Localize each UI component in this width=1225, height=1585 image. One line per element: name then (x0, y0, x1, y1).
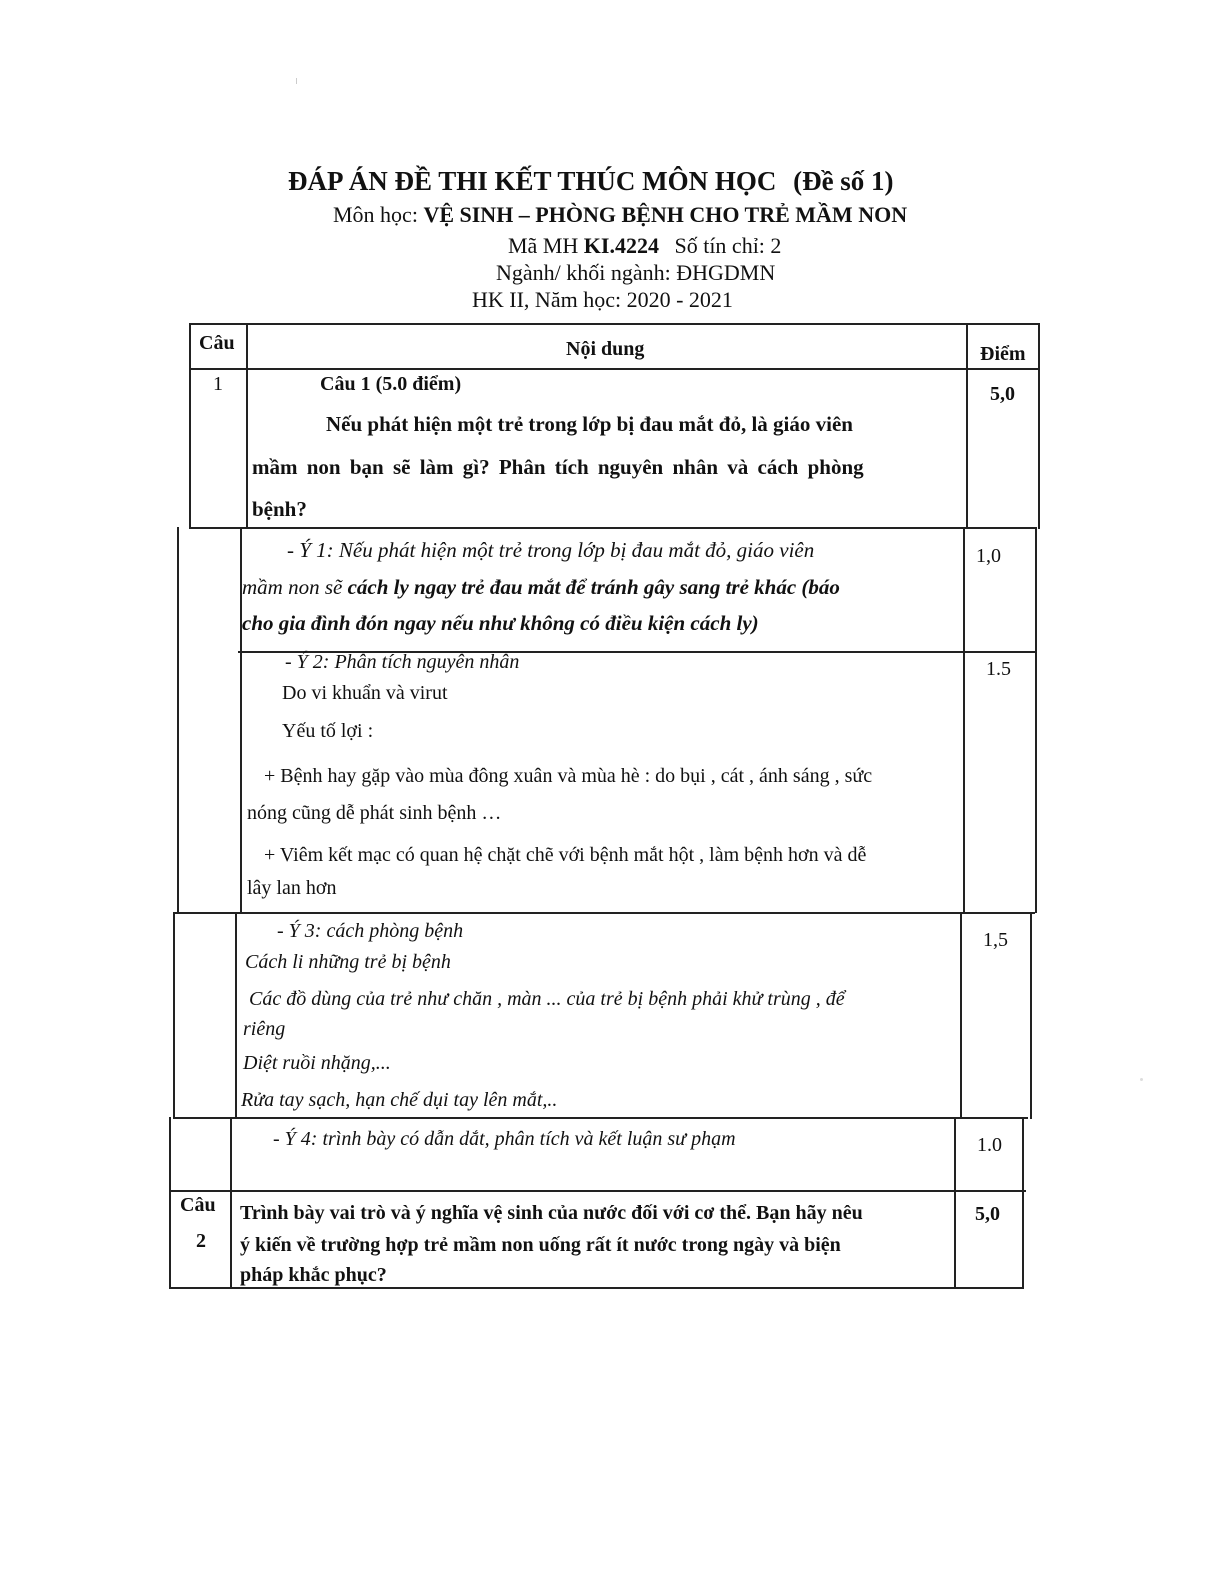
row-divider-y4 (171, 1190, 1026, 1192)
credits: Số tín chỉ: 2 (674, 233, 782, 258)
y2-points: 1.5 (986, 658, 1011, 680)
y1-line-2-plain: mầm non sẽ (242, 575, 343, 599)
table-border-right-mid (1035, 527, 1037, 913)
q2-line-1: Trình bày vai trò và ý nghĩa vệ sinh của nước đối với cơ thể. Bạn hãy nêu (240, 1202, 863, 1224)
y2-line-5: + Viêm kết mạc có quan hệ chặt chẽ với bệnh mắt hột , làm bệnh hơn và dễ (264, 844, 867, 866)
q1-question-line-3: bệnh? (252, 497, 307, 521)
q2-label: Câu (180, 1194, 216, 1216)
y1-line-3: cho gia đình đón ngay nếu như không có điều kiện cách ly) (242, 611, 759, 635)
row-divider-q1 (189, 527, 1037, 529)
y3-line-5: Rửa tay sạch, hạn chế dụi tay lên mắt,.. (241, 1089, 558, 1111)
col-divider-1-low (235, 912, 237, 1119)
major-line: Ngành/ khối ngành: ĐHGDMN (496, 260, 776, 285)
q1-question-line-2: mầm non bạn sẽ làm gì? Phân tích nguyên nhân và cách phòng (252, 455, 864, 479)
y1-points: 1,0 (976, 545, 1001, 567)
title-suffix: (Đề số 1) (793, 166, 894, 196)
y2-line-3: + Bệnh hay gặp vào mùa đông xuân và mùa hè : do bụi , cát , ánh sáng , sức (264, 765, 873, 787)
y2-line-4: nóng cũng dễ phát sinh bệnh … (247, 802, 502, 824)
y3-line-2: Các đồ dùng của trẻ như chăn , màn ... của trẻ bị bệnh phải khử trùng , để (249, 988, 845, 1010)
header-noi-dung: Nội dung (566, 338, 645, 360)
y2-heading: - Ý 2: Phân tích nguyên nhân (285, 651, 520, 673)
q2-line-2: ý kiến về trường hợp trẻ mầm non uống rất ít nước trong ngày và biện (240, 1234, 841, 1256)
subject-label: Môn học: (333, 202, 418, 227)
header-cau: Câu (199, 332, 235, 354)
table-border-top (189, 323, 1040, 325)
table-border-left-low (173, 912, 175, 1119)
y2-line-6: lây lan hơn (247, 877, 337, 899)
q1-points: 5,0 (990, 383, 1015, 405)
y1-line-1: - Ý 1: Nếu phát hiện một trẻ trong lớp bị đau mắt đỏ, giáo viên (287, 538, 815, 562)
table-border-left-mid (177, 527, 179, 913)
row-divider-y2 (175, 912, 1035, 914)
y3-line-3: riêng (243, 1018, 286, 1040)
code-line (508, 233, 781, 259)
document-title (288, 166, 894, 197)
q2-line-3: pháp khắc phục? (240, 1264, 387, 1286)
y3-points: 1,5 (983, 929, 1008, 951)
table-border-right-bottom (1022, 1117, 1024, 1289)
subject-name: VỆ SINH – PHÒNG BỆNH CHO TRẺ MẦM NON (423, 202, 908, 227)
header-diem: Điểm (980, 343, 1026, 365)
table-border-right-low (1030, 912, 1032, 1119)
col-divider-2-bottom (954, 1117, 956, 1289)
code-value: KI.4224 (583, 233, 659, 258)
y4-points: 1.0 (977, 1134, 1002, 1156)
q2-points: 5,0 (975, 1203, 1000, 1225)
q1-heading: Câu 1 (5.0 điểm) (320, 373, 462, 395)
y2-line-1: Do vi khuẩn và virut (282, 682, 448, 704)
y2-line-2: Yếu tố lợi : (282, 720, 374, 742)
col-divider-1-upper (246, 323, 248, 529)
col-divider-1-bottom (230, 1117, 232, 1289)
q1-question-line-1: Nếu phát hiện một trẻ trong lớp bị đau mắt đỏ, là giáo viên (326, 412, 853, 436)
y3-line-1: Cách li những trẻ bị bệnh (245, 951, 451, 973)
table-border-left-bottom (169, 1117, 171, 1289)
title-main: ĐÁP ÁN ĐỀ THI KẾT THÚC MÔN HỌC (288, 166, 777, 196)
col-divider-2-upper (966, 323, 968, 529)
code-label: Mã MH (508, 233, 579, 258)
scan-artifact (296, 78, 297, 84)
q1-number: 1 (213, 373, 223, 395)
q2-number: 2 (196, 1230, 206, 1252)
y4-heading: - Ý 4: trình bày có dẫn dắt, phân tích và kết luận sư phạm (273, 1128, 736, 1150)
y3-heading: - Ý 3: cách phòng bệnh (277, 920, 464, 942)
col-divider-2-low (960, 912, 962, 1119)
subject-line (333, 202, 907, 228)
y1-line-2 (242, 575, 840, 600)
table-border-left-upper (189, 323, 191, 529)
scan-artifact-dot (1140, 1078, 1143, 1081)
col-divider-2-mid (963, 527, 965, 913)
table-header-divider (189, 368, 1040, 370)
y1-line-2-bold: cách ly ngay trẻ đau mắt để tránh gây sang trẻ khác (báo (347, 575, 840, 599)
y3-line-4: Diệt ruồi nhặng,... (243, 1052, 391, 1074)
semester-line: HK II, Năm học: 2020 - 2021 (472, 287, 733, 312)
table-border-right-upper (1038, 323, 1040, 529)
